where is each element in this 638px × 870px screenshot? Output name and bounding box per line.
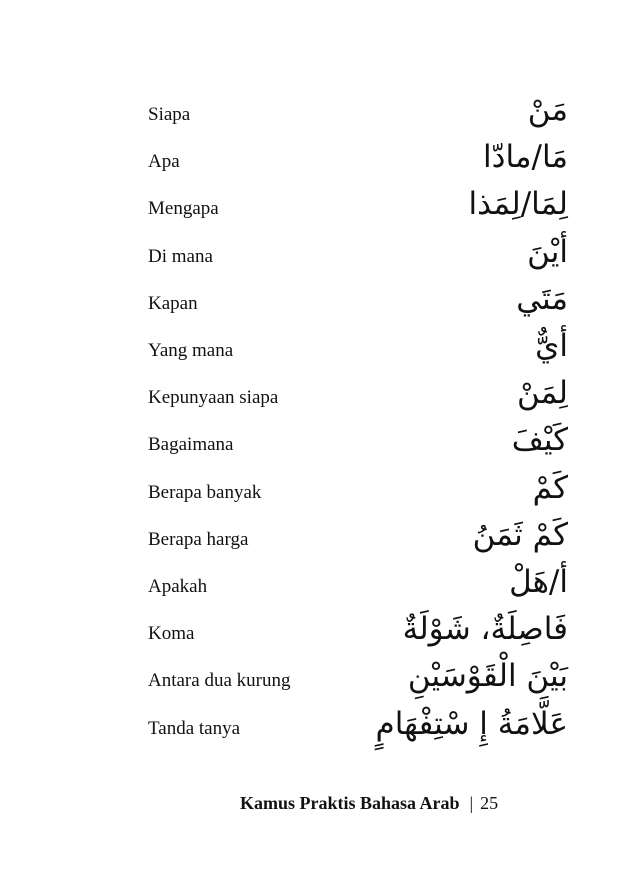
arabic-word: لِمَا/لِمَذا (468, 186, 568, 223)
vocabulary-entry (148, 90, 568, 134)
vocabulary-entry (148, 609, 568, 653)
vocabulary-entry (148, 137, 568, 181)
arabic-word: مَا/مادّا (483, 139, 568, 176)
arabic-word: مَنْ (527, 92, 568, 128)
indonesian-word: Kapan (148, 292, 198, 314)
arabic-word: أيٌّ (535, 328, 568, 364)
arabic-word: كَيْفَ (511, 422, 568, 459)
indonesian-word: Kepunyaan siapa (148, 387, 279, 409)
arabic-word: عَلَّامَةُ إِ سْتِفْهَامٍ (375, 705, 568, 742)
indonesian-word: Apa (148, 151, 180, 173)
arabic-word: مَتَي (516, 280, 568, 317)
page-footer (240, 792, 498, 814)
indonesian-word: Yang mana (148, 340, 234, 361)
vocabulary-entry (148, 420, 568, 464)
vocabulary-entry (148, 704, 568, 748)
indonesian-word: Tanda tanya (148, 717, 241, 739)
indonesian-word: Koma (148, 623, 195, 645)
arabic-word: أ/هَلْ (509, 564, 568, 600)
vocabulary-entry (148, 232, 568, 276)
vocabulary-entry (148, 468, 568, 512)
vocabulary-entry (148, 279, 568, 323)
indonesian-word: Apakah (148, 576, 208, 597)
indonesian-word: Berapa harga (148, 528, 249, 550)
arabic-word: كَمْ (532, 469, 568, 506)
indonesian-word: Berapa banyak (148, 481, 262, 503)
footer-book-title: Kamus Praktis Bahasa Arab (240, 793, 460, 813)
indonesian-word: Antara dua kurung (148, 670, 291, 692)
arabic-word: أيْنَ (527, 233, 568, 270)
vocabulary-entry (148, 656, 568, 700)
arabic-word: لِمَنْ (517, 375, 568, 412)
footer-separator: | (469, 793, 474, 813)
vocabulary-entry (148, 326, 568, 370)
indonesian-word: Di mana (148, 245, 213, 267)
vocabulary-entry (148, 562, 568, 606)
arabic-word: كَمْ ثَمَنُ (472, 516, 568, 553)
arabic-word: فَاصِلَةٌ، شَوْلَةٌ (402, 611, 568, 648)
indonesian-word: Bagaimana (148, 434, 234, 456)
indonesian-word: Siapa (148, 104, 191, 125)
indonesian-word: Mengapa (148, 198, 219, 220)
vocabulary-entry (148, 515, 568, 559)
vocabulary-entry (148, 184, 568, 228)
arabic-word: بَيْنَ الْقَوْسَيْنِ (407, 658, 568, 695)
vocabulary-entry (148, 373, 568, 417)
page-number: 25 (480, 793, 499, 813)
